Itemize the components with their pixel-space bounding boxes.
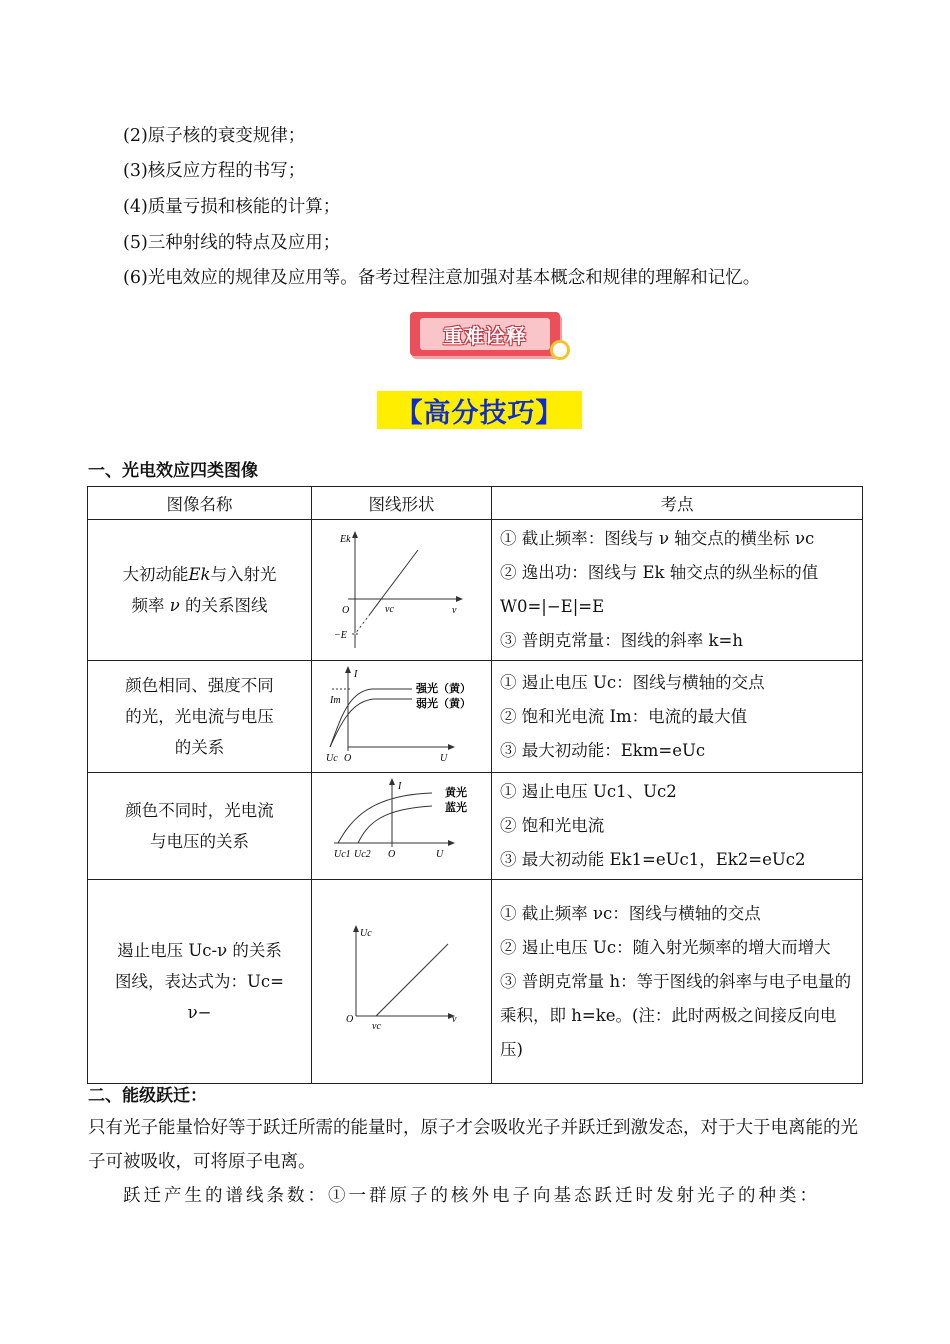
intro-line: (5)三种射线的特点及应用；	[123, 233, 341, 253]
uc-nu-graph	[312, 880, 491, 1084]
section2-paragraph-2: 跃迁产生的谱线条数：①一群原子的核外电子向基态跃迁时发射光子的种类：	[123, 1186, 820, 1206]
point-text: ① 遏止电压 Uc1、Uc2	[500, 782, 677, 801]
axis-label-x: U	[436, 849, 444, 860]
origin-label: O	[346, 1014, 354, 1025]
axis-label-x: ν	[452, 605, 457, 616]
points-cell	[492, 880, 863, 1084]
section1-title: 一、光电效应四类图像	[88, 461, 258, 481]
point-text: ② 饱和光电流	[500, 816, 605, 835]
name-text: 大初动能	[122, 565, 189, 584]
point-text: ② 饱和光电流 Im：电流的最大值	[500, 706, 748, 726]
points-cell	[492, 661, 863, 773]
axis-label-y: I	[398, 781, 402, 792]
name-text: 颜色相同、强度不同	[125, 676, 274, 695]
intro-line: (4)质量亏损和核能的计算；	[123, 197, 341, 217]
intro-line: (6)光电效应的规律及应用等。备考过程注意加强对基本概念和规律的理解和记忆。	[123, 268, 761, 288]
axis-label-x: ν	[452, 1014, 457, 1025]
point-text: ③ 最大初动能 Ek1=eUc1，Ek2=eUc2	[500, 850, 806, 869]
intro-line: (3)核反应方程的书写；	[123, 161, 306, 181]
uc1-label: Uc1	[334, 849, 351, 860]
highlight-title: 【高分技巧】	[377, 391, 582, 429]
name-text: 的关系	[174, 738, 225, 757]
strong-light-label: 强光（黄）	[416, 682, 471, 695]
origin-label: O	[344, 753, 352, 764]
name-text: 的关系图线	[185, 596, 268, 615]
graph-cell	[312, 520, 492, 661]
table-row	[88, 661, 863, 773]
header-cell: 图像名称	[88, 487, 312, 520]
ring-icon	[550, 340, 570, 360]
axis-label-x: U	[440, 753, 448, 764]
vc-label: νc	[372, 1021, 381, 1032]
origin-label: O	[342, 605, 350, 616]
name-text: 的光，光电流与电压	[125, 707, 274, 726]
row-name	[88, 661, 312, 773]
point-text: ② 遏止电压 Uc：随入射光频率的增大而增大	[500, 937, 831, 957]
blue-light-label: 蓝光	[445, 801, 467, 814]
uc2-label: Uc2	[354, 849, 371, 860]
header-cell: 图线形状	[312, 487, 492, 520]
graph-cell	[312, 773, 492, 880]
axis-label-y: Uc	[360, 928, 372, 939]
intensity-graph	[312, 661, 491, 773]
section-banner	[406, 306, 566, 358]
name-text: 遏止电压 Uc-ν 的关系	[117, 941, 282, 960]
axis-label-y: I	[354, 669, 358, 680]
header-cell: 考点	[492, 487, 863, 520]
table-header-row	[88, 487, 863, 520]
weak-light-label: 弱光（黄）	[416, 697, 471, 710]
vc-label: νc	[385, 604, 394, 615]
point-text: ① 截止频率：图线与 ν 轴交点的横坐标 νc	[500, 529, 815, 548]
section2-title: 二、能级跃迁：	[88, 1086, 207, 1106]
color-graph	[312, 773, 491, 877]
row-name	[88, 773, 312, 880]
point-text: ③ 最大初动能：Ekm=eUc	[500, 740, 706, 760]
ek-nu-graph	[312, 520, 491, 657]
point-text: W0=|−E|=E	[500, 597, 605, 616]
points-cell	[492, 773, 863, 880]
graph-cell	[312, 661, 492, 773]
points-cell	[492, 520, 863, 661]
name-text: 与入射光	[210, 565, 277, 584]
name-var: Ek	[188, 565, 211, 584]
row-name	[88, 880, 312, 1084]
graph-cell	[312, 880, 492, 1084]
name-text: 频率	[131, 596, 165, 615]
name-text: 图线，表达式为：Uc=	[115, 972, 284, 991]
neg-e-label: −E	[334, 630, 347, 641]
name-text: 与电压的关系	[150, 832, 249, 851]
yellow-light-label: 黄光	[445, 786, 467, 799]
point-text: ③ 普朗克常量 h：等于图线的斜率与电子电量的乘积，即 h=ke。(注：此时两极之间接反向电压)	[500, 971, 852, 1059]
banner-text: 重难诠释	[420, 318, 550, 350]
table-row	[88, 880, 863, 1084]
graph-table	[87, 486, 863, 1084]
axis-label-y: Ek	[340, 534, 351, 545]
im-label: Im	[330, 695, 341, 706]
point-text: ① 遏止电压 Uc：图线与横轴的交点	[500, 672, 765, 692]
name-text: 颜色不同时，光电流	[125, 801, 274, 820]
uc-label: Uc	[326, 753, 338, 764]
point-text: ② 逸出功：图线与 Ek 轴交点的纵坐标的值	[500, 563, 819, 582]
intro-line: (2)原子核的衰变规律；	[123, 126, 306, 146]
name-var: ν	[169, 596, 180, 615]
table-row	[88, 773, 863, 880]
section2-paragraph: 只有光子能量恰好等于跃迁所需的能量时，原子才会吸收光子并跃迁到激发态，对于大于电离能的光子可被吸收，可将原子电离。	[88, 1118, 858, 1172]
name-text: ν−	[187, 1003, 212, 1022]
point-text: ① 截止频率 νc：图线与横轴的交点	[500, 903, 761, 923]
origin-label: O	[388, 849, 396, 860]
row-name	[88, 520, 312, 661]
table-row	[88, 520, 863, 661]
point-text: ③ 普朗克常量：图线的斜率 k=h	[500, 631, 743, 650]
